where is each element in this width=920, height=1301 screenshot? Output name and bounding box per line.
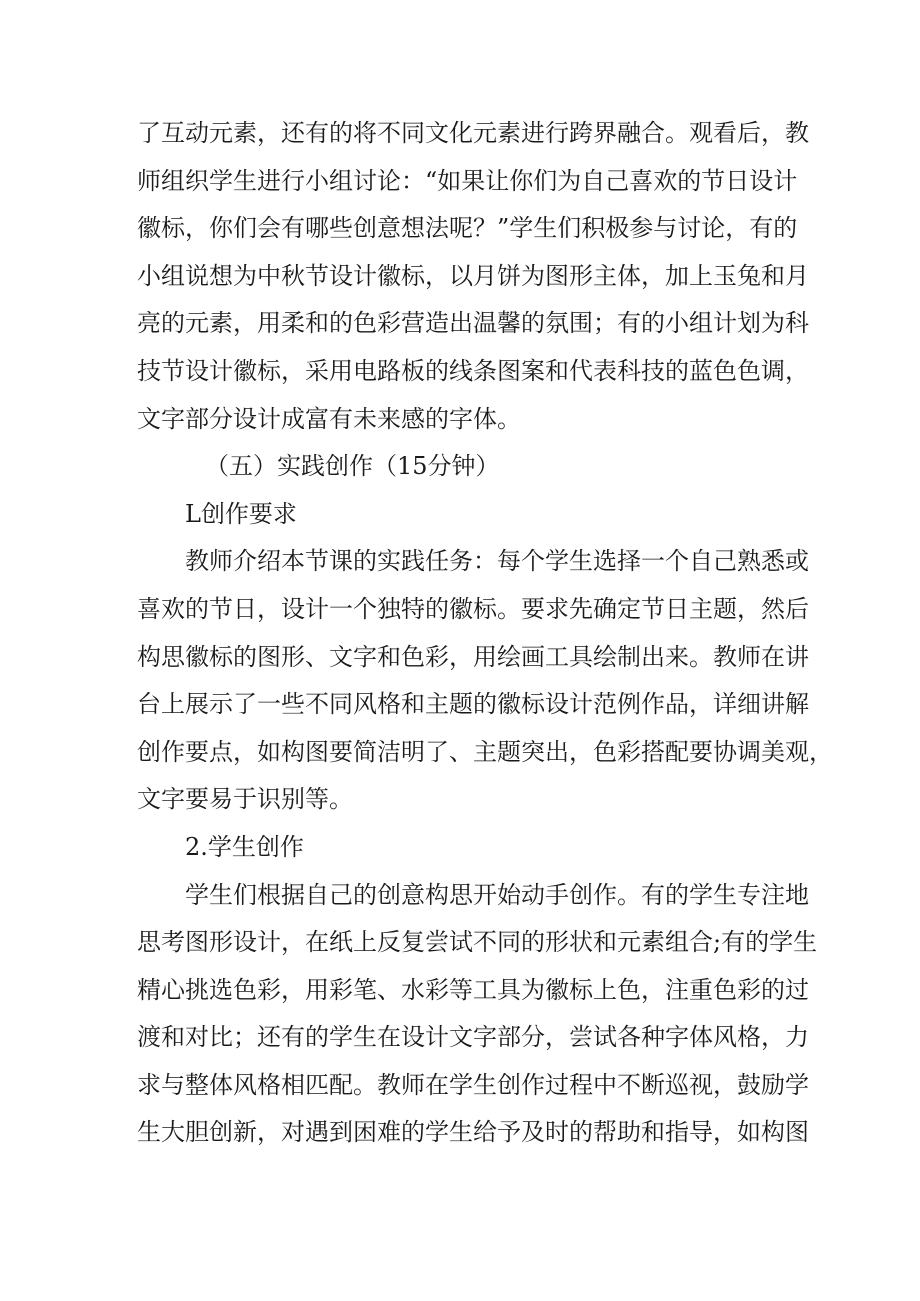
text-line: 创作要点，如构图要简洁明了、主题突出，色彩搭配要协调美观， — [137, 737, 833, 766]
text-line: 文字部分设计成富有未来感的字体。 — [137, 404, 521, 433]
text-line: 精心挑选色彩，用彩笔、水彩等工具为徽标上色，注重色彩的过 — [137, 975, 809, 1004]
text-line: 了互动元素，还有的将不同文化元素进行跨界融合。观看后，教 — [137, 119, 809, 147]
section-heading: （五）实践创作（15分钟） — [205, 452, 500, 481]
text-line: 喜欢的节日，设计一个独特的徽标。要求先确定节日主题，然后 — [137, 594, 809, 623]
text-line: 学生们根据自己的创意构思开始动手创作。有的学生专注地 — [185, 880, 809, 909]
text-line: 教师介绍本节课的实践任务：每个学生选择一个自己熟悉或 — [185, 547, 809, 576]
subsection-heading: 2.学生创作 — [185, 832, 304, 861]
text-line: 亮的元素，用柔和的色彩营造出温馨的氛围；有的小组计划为科 — [137, 309, 809, 338]
text-line: 求与整体风格相匹配。教师在学生创作过程中不断巡视，鼓励学 — [137, 1070, 809, 1099]
text-line: 徽标，你们会有哪些创意想法呢？”学生们积极参与讨论，有的 — [137, 214, 798, 243]
document-body — [137, 110, 833, 1157]
text-line: 思考图形设计，在纸上反复尝试不同的形状和元素组合;有的学生 — [137, 928, 818, 957]
text-line: 文字要易于识别等。 — [137, 785, 353, 814]
text-line: 小组说想为中秋节设计徽标，以月饼为图形主体，加上玉兔和月 — [137, 261, 809, 290]
text-line: 台上展示了一些不同风格和主题的徽标设计范例作品，详细讲解 — [137, 690, 809, 719]
text-line: 构思徽标的图形、文字和色彩，用绘画工具绘制出来。教师在讲 — [137, 642, 809, 671]
text-line: 师组织学生进行小组讨论：“如果让你们为自己喜欢的节日设计 — [137, 166, 798, 195]
subsection-heading: L创作要求 — [185, 499, 297, 528]
text-line: 技节设计徽标，采用电路板的线条图案和代表科技的蓝色色调， — [137, 356, 809, 385]
text-line: 生大胆创新，对遇到困难的学生给予及时的帮助和指导，如构图 — [137, 1118, 809, 1147]
text-line: 渡和对比；还有的学生在设计文字部分，尝试各种字体风格，力 — [137, 1023, 809, 1052]
